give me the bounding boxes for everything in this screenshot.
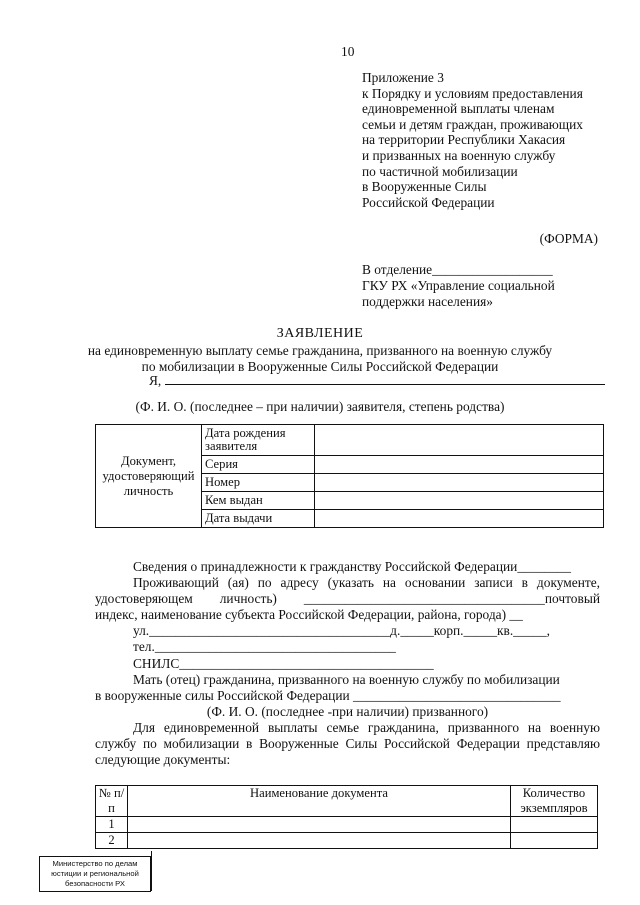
identity-document-table (95, 424, 604, 528)
documents-line: Для единовременной выплаты семье гражданина, призванного на военную (133, 719, 600, 735)
number-field[interactable] (315, 474, 604, 492)
subtitle-line: на единовременную выплату семье гражданина, призванного на военную службу (87, 343, 553, 358)
document-qty-cell[interactable] (511, 817, 598, 833)
column-header-no: № п/п (96, 786, 128, 817)
page-number: 10 (341, 44, 355, 59)
row-number: 2 (96, 833, 128, 849)
row-number: 1 (96, 817, 128, 833)
snils-line[interactable]: СНИЛС______________________________________ (133, 655, 434, 671)
issued-by-field[interactable] (315, 492, 604, 510)
id-row-label: Кем выдан (202, 492, 315, 510)
stamp-edge-line (151, 851, 152, 891)
mother-line: Мать (отец) гражданина, призванного на военную службу по мобилизации (133, 671, 560, 687)
appendix-line: Российской Федерации (362, 194, 495, 210)
table-row (96, 833, 598, 849)
appendix-line: Приложение 3 (362, 70, 444, 85)
applicant-label: Я, (149, 373, 162, 388)
appendix-line: к Порядку и условиям предоставления (362, 85, 583, 101)
appendix-line: семьи и детям граждан, проживающих (362, 116, 583, 132)
column-header-name: Наименование документа (128, 786, 511, 817)
documents-line: следующие документы: (95, 752, 231, 768)
document-name-cell[interactable] (128, 833, 511, 849)
identity-document-label: Документ, удостоверяющий личность (96, 425, 202, 528)
street-line[interactable]: ул.____________________________________д._____корп._____кв._____, (133, 623, 551, 639)
applicant-name-field[interactable] (165, 373, 605, 385)
department-line: ГКУ РХ «Управление социальной (362, 277, 555, 293)
appendix-line: на территории Республики Хакасия (362, 132, 566, 148)
citizenship-line[interactable]: Сведения о принадлежности к гражданству Российской Федерации________ (133, 559, 571, 574)
subtitle-line: по мобилизации в Вооруженные Силы Российской Федерации (141, 358, 499, 374)
applicant-hint: (Ф. И. О. (последнее – при наличии) заявителя, степень родства) (135, 399, 505, 414)
issue-date-field[interactable] (315, 510, 604, 528)
id-row-label: Дата выдачи (202, 510, 315, 528)
conscript-hint: (Ф. И. О. (последнее -при наличии) призванного) (206, 703, 489, 719)
appendix-line: в Вооруженные Силы (362, 179, 487, 195)
appendix-line: единовременной выплаты членам (362, 101, 555, 117)
application-body (95, 559, 600, 768)
appendix-line: и призванных на военную службу (362, 147, 556, 163)
form-mark: (ФОРМА) (539, 231, 598, 246)
department-line[interactable]: В отделение__________________ (362, 262, 553, 277)
documents-table (95, 785, 598, 849)
department-block (362, 262, 555, 309)
id-row-label: Дата рождения заявителя (202, 425, 315, 456)
phone-line[interactable]: тел.____________________________________ (133, 639, 396, 655)
address-line[interactable]: удостоверяющем личность) ____________________________________почтовый (95, 591, 600, 607)
applicant-name-line (149, 373, 605, 389)
column-header-qty: Количество экземпляров (511, 786, 598, 817)
document-name-cell[interactable] (128, 817, 511, 833)
department-line: поддержки населения» (362, 293, 493, 309)
ministry-stamp (39, 856, 151, 892)
document-qty-cell[interactable] (511, 833, 598, 849)
birth-date-field[interactable] (315, 425, 604, 456)
stamp-line: Министерство по делам (52, 859, 138, 868)
documents-line: службу по мобилизации в Вооруженные Силы Российской Федерации представляю (95, 736, 600, 752)
appendix-line: по частичной мобилизации (362, 163, 518, 179)
address-line[interactable]: индекс, наименование субъекта Российской Федерации, района, города) __ (95, 607, 523, 623)
address-line: Проживающий (ая) по адресу (указать на основании записи в документе, (133, 575, 600, 591)
document-subtitle (0, 343, 640, 374)
id-row-label: Номер (202, 474, 315, 492)
table-row (96, 817, 598, 833)
stamp-line: юстиции и региональной (51, 869, 139, 878)
id-row-label: Серия (202, 456, 315, 474)
appendix-header (362, 70, 583, 210)
stamp-line: безопасности РХ (65, 879, 125, 888)
document-title: ЗАЯВЛЕНИЕ (276, 326, 364, 341)
mother-line[interactable]: в вооруженные силы Российской Федерации _______________________________ (95, 687, 561, 703)
series-field[interactable] (315, 456, 604, 474)
